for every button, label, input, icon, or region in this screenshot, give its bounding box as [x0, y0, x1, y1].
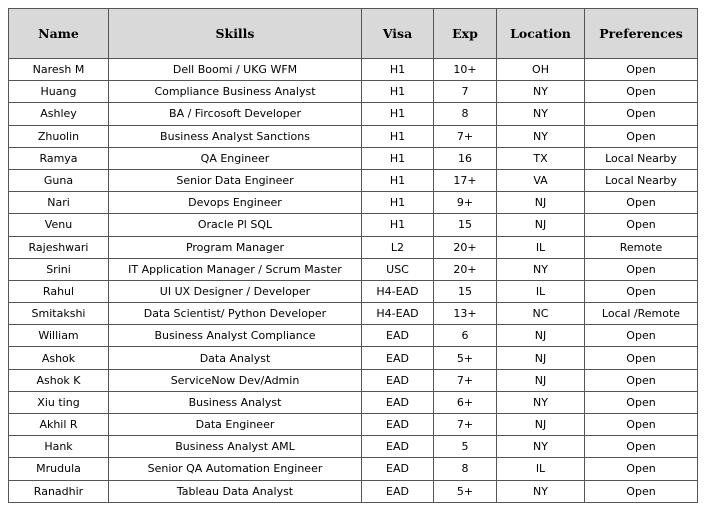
- cell-preferences: Open: [585, 369, 698, 391]
- table-row: [9, 59, 698, 81]
- cell-skills: Senior Data Engineer: [109, 169, 362, 191]
- header-visa: Visa: [362, 9, 434, 59]
- cell-skills: Business Analyst AML: [109, 436, 362, 458]
- table-row: [9, 436, 698, 458]
- cell-location: NY: [497, 436, 585, 458]
- cell-skills: Business Analyst Compliance: [109, 325, 362, 347]
- cell-preferences: Open: [585, 59, 698, 81]
- cell-visa: H1: [362, 81, 434, 103]
- cell-exp: 15: [434, 280, 497, 302]
- cell-visa: EAD: [362, 325, 434, 347]
- cell-visa: H4-EAD: [362, 280, 434, 302]
- cell-skills: Devops Engineer: [109, 192, 362, 214]
- cell-skills: Business Analyst: [109, 391, 362, 413]
- cell-location: NY: [497, 103, 585, 125]
- header-preferences: Preferences: [585, 9, 698, 59]
- table-body: [9, 59, 698, 503]
- cell-skills: Business Analyst Sanctions: [109, 125, 362, 147]
- cell-skills: Dell Boomi / UKG WFM: [109, 59, 362, 81]
- cell-location: IL: [497, 280, 585, 302]
- cell-name: Zhuolin: [9, 125, 109, 147]
- cell-preferences: Local Nearby: [585, 169, 698, 191]
- cell-visa: EAD: [362, 391, 434, 413]
- table-row: [9, 81, 698, 103]
- cell-visa: EAD: [362, 369, 434, 391]
- table-row: [9, 303, 698, 325]
- cell-exp: 13+: [434, 303, 497, 325]
- cell-exp: 7: [434, 81, 497, 103]
- table-row: [9, 325, 698, 347]
- cell-name: Akhil R: [9, 414, 109, 436]
- cell-location: NY: [497, 391, 585, 413]
- cell-visa: EAD: [362, 347, 434, 369]
- header-row: [9, 9, 698, 59]
- cell-visa: EAD: [362, 458, 434, 480]
- header-exp: Exp: [434, 9, 497, 59]
- table-row: [9, 391, 698, 413]
- cell-location: NY: [497, 125, 585, 147]
- cell-name: Mrudula: [9, 458, 109, 480]
- cell-preferences: Open: [585, 192, 698, 214]
- cell-visa: H4-EAD: [362, 303, 434, 325]
- table-row: [9, 458, 698, 480]
- cell-exp: 5: [434, 436, 497, 458]
- cell-location: NJ: [497, 414, 585, 436]
- cell-exp: 7+: [434, 369, 497, 391]
- table-header: [9, 9, 698, 59]
- cell-exp: 8: [434, 458, 497, 480]
- cell-location: NJ: [497, 192, 585, 214]
- cell-preferences: Open: [585, 436, 698, 458]
- cell-visa: H1: [362, 169, 434, 191]
- cell-preferences: Open: [585, 458, 698, 480]
- cell-name: Nari: [9, 192, 109, 214]
- cell-visa: EAD: [362, 414, 434, 436]
- cell-location: OH: [497, 59, 585, 81]
- cell-location: NY: [497, 258, 585, 280]
- cell-skills: QA Engineer: [109, 147, 362, 169]
- cell-location: NJ: [497, 214, 585, 236]
- cell-name: Hank: [9, 436, 109, 458]
- cell-name: Venu: [9, 214, 109, 236]
- cell-name: Smitakshi: [9, 303, 109, 325]
- cell-skills: Data Engineer: [109, 414, 362, 436]
- table-row: [9, 258, 698, 280]
- cell-exp: 7+: [434, 414, 497, 436]
- cell-skills: UI UX Designer / Developer: [109, 280, 362, 302]
- cell-name: Rajeshwari: [9, 236, 109, 258]
- cell-name: Xiu ting: [9, 391, 109, 413]
- cell-exp: 15: [434, 214, 497, 236]
- cell-preferences: Open: [585, 480, 698, 502]
- cell-skills: Program Manager: [109, 236, 362, 258]
- header-skills: Skills: [109, 9, 362, 59]
- cell-visa: L2: [362, 236, 434, 258]
- cell-exp: 20+: [434, 258, 497, 280]
- cell-preferences: Open: [585, 347, 698, 369]
- cell-location: NJ: [497, 325, 585, 347]
- cell-name: Guna: [9, 169, 109, 191]
- cell-exp: 5+: [434, 347, 497, 369]
- cell-location: NY: [497, 480, 585, 502]
- cell-exp: 6: [434, 325, 497, 347]
- cell-name: Ashley: [9, 103, 109, 125]
- cell-visa: USC: [362, 258, 434, 280]
- cell-skills: Tableau Data Analyst: [109, 480, 362, 502]
- cell-skills: ServiceNow Dev/Admin: [109, 369, 362, 391]
- cell-preferences: Open: [585, 414, 698, 436]
- cell-exp: 20+: [434, 236, 497, 258]
- table-row: [9, 480, 698, 502]
- cell-skills: Compliance Business Analyst: [109, 81, 362, 103]
- cell-visa: EAD: [362, 480, 434, 502]
- cell-visa: H1: [362, 103, 434, 125]
- cell-name: Huang: [9, 81, 109, 103]
- cell-preferences: Open: [585, 258, 698, 280]
- table-row: [9, 369, 698, 391]
- cell-exp: 6+: [434, 391, 497, 413]
- cell-exp: 5+: [434, 480, 497, 502]
- cell-location: IL: [497, 236, 585, 258]
- cell-name: Srini: [9, 258, 109, 280]
- cell-preferences: Open: [585, 103, 698, 125]
- cell-name: Naresh M: [9, 59, 109, 81]
- cell-preferences: Open: [585, 280, 698, 302]
- table-row: [9, 214, 698, 236]
- cell-skills: IT Application Manager / Scrum Master: [109, 258, 362, 280]
- table-row: [9, 192, 698, 214]
- cell-skills: BA / Fircosoft Developer: [109, 103, 362, 125]
- cell-exp: 17+: [434, 169, 497, 191]
- cell-exp: 7+: [434, 125, 497, 147]
- cell-location: NY: [497, 81, 585, 103]
- table-row: [9, 103, 698, 125]
- cell-location: NJ: [497, 369, 585, 391]
- cell-preferences: Remote: [585, 236, 698, 258]
- cell-name: Ashok: [9, 347, 109, 369]
- cell-visa: H1: [362, 59, 434, 81]
- cell-name: Ramya: [9, 147, 109, 169]
- table-row: [9, 347, 698, 369]
- cell-preferences: Local Nearby: [585, 147, 698, 169]
- cell-visa: H1: [362, 192, 434, 214]
- cell-location: NC: [497, 303, 585, 325]
- table-row: [9, 236, 698, 258]
- cell-preferences: Open: [585, 125, 698, 147]
- cell-skills: Oracle Pl SQL: [109, 214, 362, 236]
- candidates-table: [8, 8, 698, 503]
- cell-preferences: Open: [585, 391, 698, 413]
- cell-name: William: [9, 325, 109, 347]
- header-location: Location: [497, 9, 585, 59]
- cell-exp: 10+: [434, 59, 497, 81]
- cell-visa: EAD: [362, 436, 434, 458]
- cell-preferences: Open: [585, 325, 698, 347]
- cell-visa: H1: [362, 214, 434, 236]
- cell-name: Ashok K: [9, 369, 109, 391]
- cell-exp: 9+: [434, 192, 497, 214]
- cell-visa: H1: [362, 147, 434, 169]
- cell-skills: Data Analyst: [109, 347, 362, 369]
- cell-name: Rahul: [9, 280, 109, 302]
- cell-preferences: Local /Remote: [585, 303, 698, 325]
- cell-exp: 16: [434, 147, 497, 169]
- cell-skills: Senior QA Automation Engineer: [109, 458, 362, 480]
- cell-preferences: Open: [585, 214, 698, 236]
- cell-location: IL: [497, 458, 585, 480]
- header-name: Name: [9, 9, 109, 59]
- cell-location: NJ: [497, 347, 585, 369]
- table-row: [9, 414, 698, 436]
- cell-visa: H1: [362, 125, 434, 147]
- cell-location: TX: [497, 147, 585, 169]
- cell-exp: 8: [434, 103, 497, 125]
- cell-preferences: Open: [585, 81, 698, 103]
- cell-location: VA: [497, 169, 585, 191]
- cell-name: Ranadhir: [9, 480, 109, 502]
- table-row: [9, 280, 698, 302]
- table-row: [9, 169, 698, 191]
- cell-skills: Data Scientist/ Python Developer: [109, 303, 362, 325]
- table-row: [9, 125, 698, 147]
- table-row: [9, 147, 698, 169]
